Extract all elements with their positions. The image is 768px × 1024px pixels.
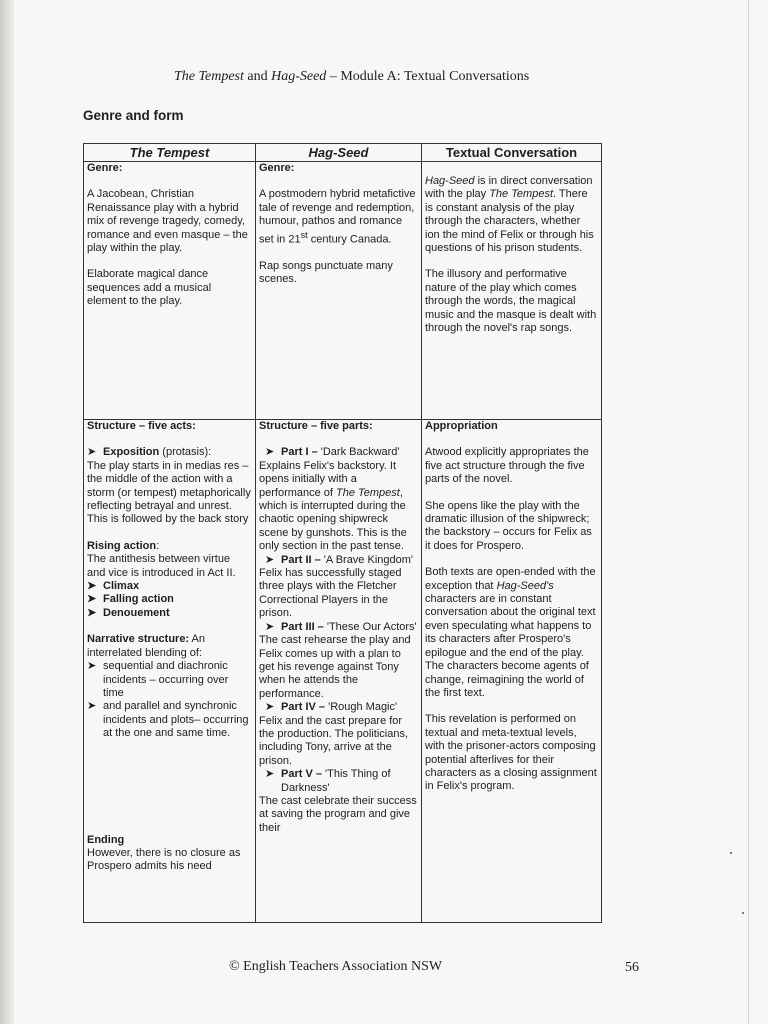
text-bold: Rising action <box>87 539 157 552</box>
cell-conversation-genre <box>422 162 602 420</box>
cell-heading: Structure – five acts: <box>87 420 196 432</box>
table-row-structure <box>84 420 602 923</box>
ending-label: Ending <box>87 833 125 846</box>
running-head-and: and <box>243 69 272 84</box>
scan-speck <box>742 912 744 914</box>
section-title: Genre and form <box>83 108 184 123</box>
text-em: Hag-Seed <box>425 175 475 187</box>
text-span: sequential and diachronic incidents – occurring over time <box>103 660 229 699</box>
text-em: The Tempest <box>489 188 553 201</box>
text-span: 'Dark Backward' <box>317 446 400 459</box>
cell-hagseed-structure <box>256 420 422 923</box>
part1-text <box>259 460 417 554</box>
cell-heading: Genre: <box>87 162 123 174</box>
scan-binding-shadow <box>0 0 14 1024</box>
comparison-table <box>83 143 602 923</box>
part3-text: The cast rehearse the play and Felix comes up with a plan to get his revenge against Tony when he attends the performance. <box>259 634 411 700</box>
appropriation-p4: This revelation is performed on textual and meta-textual levels, with the prisoner-actors composing potential afterlives for their characters as a closing assignment in Felix's program. <box>425 713 597 793</box>
narrative-structure <box>87 633 251 660</box>
text-span: : <box>156 539 160 552</box>
rising-action-text: The antithesis between virtue and vice is introduced in Act II. <box>87 553 236 579</box>
part2-text: Felix has successfully staged three plays with the Fletcher Correctional Players in the prison. <box>259 567 402 620</box>
text-span: and parallel and synchronic incidents and plots– occurring at the one and same time. <box>103 700 249 740</box>
cell-conversation-appropriation <box>422 420 602 923</box>
running-head-suffix: – Module A: Textual Conversations <box>326 69 530 84</box>
running-head-title2: Hag-Seed <box>271 69 327 84</box>
table-header-row <box>84 144 602 162</box>
text-span: 'This Thing of Darkness' <box>281 768 391 794</box>
header-textual-conversation: Textual Conversation <box>422 144 602 162</box>
running-head-title1: The Tempest <box>174 69 244 84</box>
exposition-item: ➤ Exposition (protasis): <box>87 446 212 459</box>
text-bold: Narrative structure: <box>87 633 190 646</box>
text-em: Hag-Seed's <box>496 579 554 592</box>
denouement-item: ➤ Denouement <box>87 606 170 619</box>
appropriation-p1: Atwood explicitly appropriates the five act structure through the five parts of the novel. <box>425 446 589 486</box>
part4-text: Felix and the cast prepare for the production. The politicians, including Tony, arrive at the prison. <box>259 714 408 767</box>
part5-text: The cast celebrate their success at saving the program and give their <box>259 794 417 834</box>
text-span: 'Rough Magic' <box>325 701 398 714</box>
text-span: 'These Our Actors' <box>323 620 417 633</box>
cell-tempest-structure <box>84 420 256 923</box>
text-span: (protasis): <box>159 446 212 459</box>
cell-heading: Appropriation <box>425 420 498 432</box>
text-bold: Climax <box>103 580 140 593</box>
cell-tempest-genre <box>84 162 256 420</box>
text-bold: Denouement <box>103 606 170 619</box>
text-bold: Part IV – <box>281 701 326 714</box>
superscript: st <box>300 229 308 240</box>
part2-item: ➤ Part II – 'A Brave Kingdom' <box>265 553 413 566</box>
part5-item: ➤ Part V – 'This Thing of Darkness' <box>265 768 391 794</box>
cell-hagseed-genre <box>256 162 422 420</box>
part4-item: ➤ Part IV – 'Rough Magic' <box>265 701 398 714</box>
text-bold: Falling action <box>103 593 174 606</box>
text-span: century Canada. <box>307 233 392 246</box>
exposition-text: The play starts in in medias res –the middle of the action with a storm (or tempest) metaphorically reflecting betrayal and unrest. This is followed by the back story <box>87 459 251 526</box>
text-span: Explains Felix's backstory. It opens initially with a performance of <box>259 459 396 499</box>
scan-edge-line <box>748 0 749 1024</box>
text-span: characters are in constant conversation about the original text even speculating what happens to its characters after Prospero's epilogue and the end of the play. The characters become agents of change, reimagining the world of the first text. <box>425 593 596 699</box>
scan-speck <box>730 852 732 854</box>
part3-item: ➤ Part III – 'These Our Actors' <box>265 620 417 633</box>
text-span: Both texts are open-ended with the exception that <box>425 566 596 592</box>
conversation-genre-p2: The illusory and performative nature of the play which comes through the words, the magical music and the masque is dealt with through the novel's rap songs. <box>425 268 597 335</box>
text-span: , which is interrupted during the chaotic opening shipwreck scene by gunshots. This is the only section in the past tense. <box>259 486 407 553</box>
text-span: An interrelated blending of: <box>87 633 205 659</box>
header-hag-seed: Hag-Seed <box>256 144 422 162</box>
text-span: . There is constant analysis of the play through the characters, whether ion the mind of Felix or through his questions of his prison students. <box>425 188 594 255</box>
rising-action-label <box>87 540 251 553</box>
text-bold: Part V – <box>281 768 322 781</box>
conversation-genre-p1 <box>425 175 597 255</box>
tempest-genre-p1: A Jacobean, Christian Renaissance play with a hybrid mix of revenge tragedy, comedy, romance and even masque – the play within the play. <box>87 188 248 255</box>
cell-heading: Structure – five parts: <box>259 420 373 432</box>
narrative-bullet-1: ➤ sequential and diachronic incidents – occurring over time <box>87 660 229 699</box>
text-em: The Tempest <box>336 486 400 499</box>
appropriation-p2: She opens like the play with the dramatic illusion of the shipwreck; the backstory – occurs for Felix as it does for Prospero. <box>425 499 592 552</box>
climax-item: ➤ Climax <box>87 580 140 593</box>
hagseed-genre-p1 <box>259 188 417 246</box>
text-bold: Part III – <box>281 620 324 633</box>
ending-text: However, there is no closure as Prospero admits his need <box>87 846 241 873</box>
appropriation-p3 <box>425 566 597 700</box>
cell-heading: Genre: <box>259 162 295 174</box>
text-span: A postmodern hybrid metafictive tale of revenge and redemption, humour, pathos and romance set in 21 <box>259 188 416 246</box>
footer-copyright: © English Teachers Association NSW <box>229 959 443 974</box>
narrative-bullet-2: ➤ and parallel and synchronic incidents and plots– occurring at the one and same time. <box>87 700 249 740</box>
tempest-genre-p2: Elaborate magical dance sequences add a musical element to the play. <box>87 268 212 308</box>
falling-action-item: ➤ Falling action <box>87 593 174 606</box>
text-span: 'A Brave Kingdom' <box>320 553 413 566</box>
text-bold: Part I – <box>281 446 318 459</box>
table-row-genre <box>84 162 602 420</box>
header-the-tempest: The Tempest <box>84 144 256 162</box>
text-bold: Exposition <box>103 446 160 459</box>
hagseed-genre-p2: Rap songs punctuate many scenes. <box>259 259 393 286</box>
text-span: is in direct conversation with the play <box>425 175 593 201</box>
running-head <box>174 69 594 85</box>
page-number: 56 <box>625 960 639 975</box>
text-bold: Part II – <box>281 553 321 566</box>
part1-item: ➤ Part I – 'Dark Backward' <box>265 446 400 459</box>
